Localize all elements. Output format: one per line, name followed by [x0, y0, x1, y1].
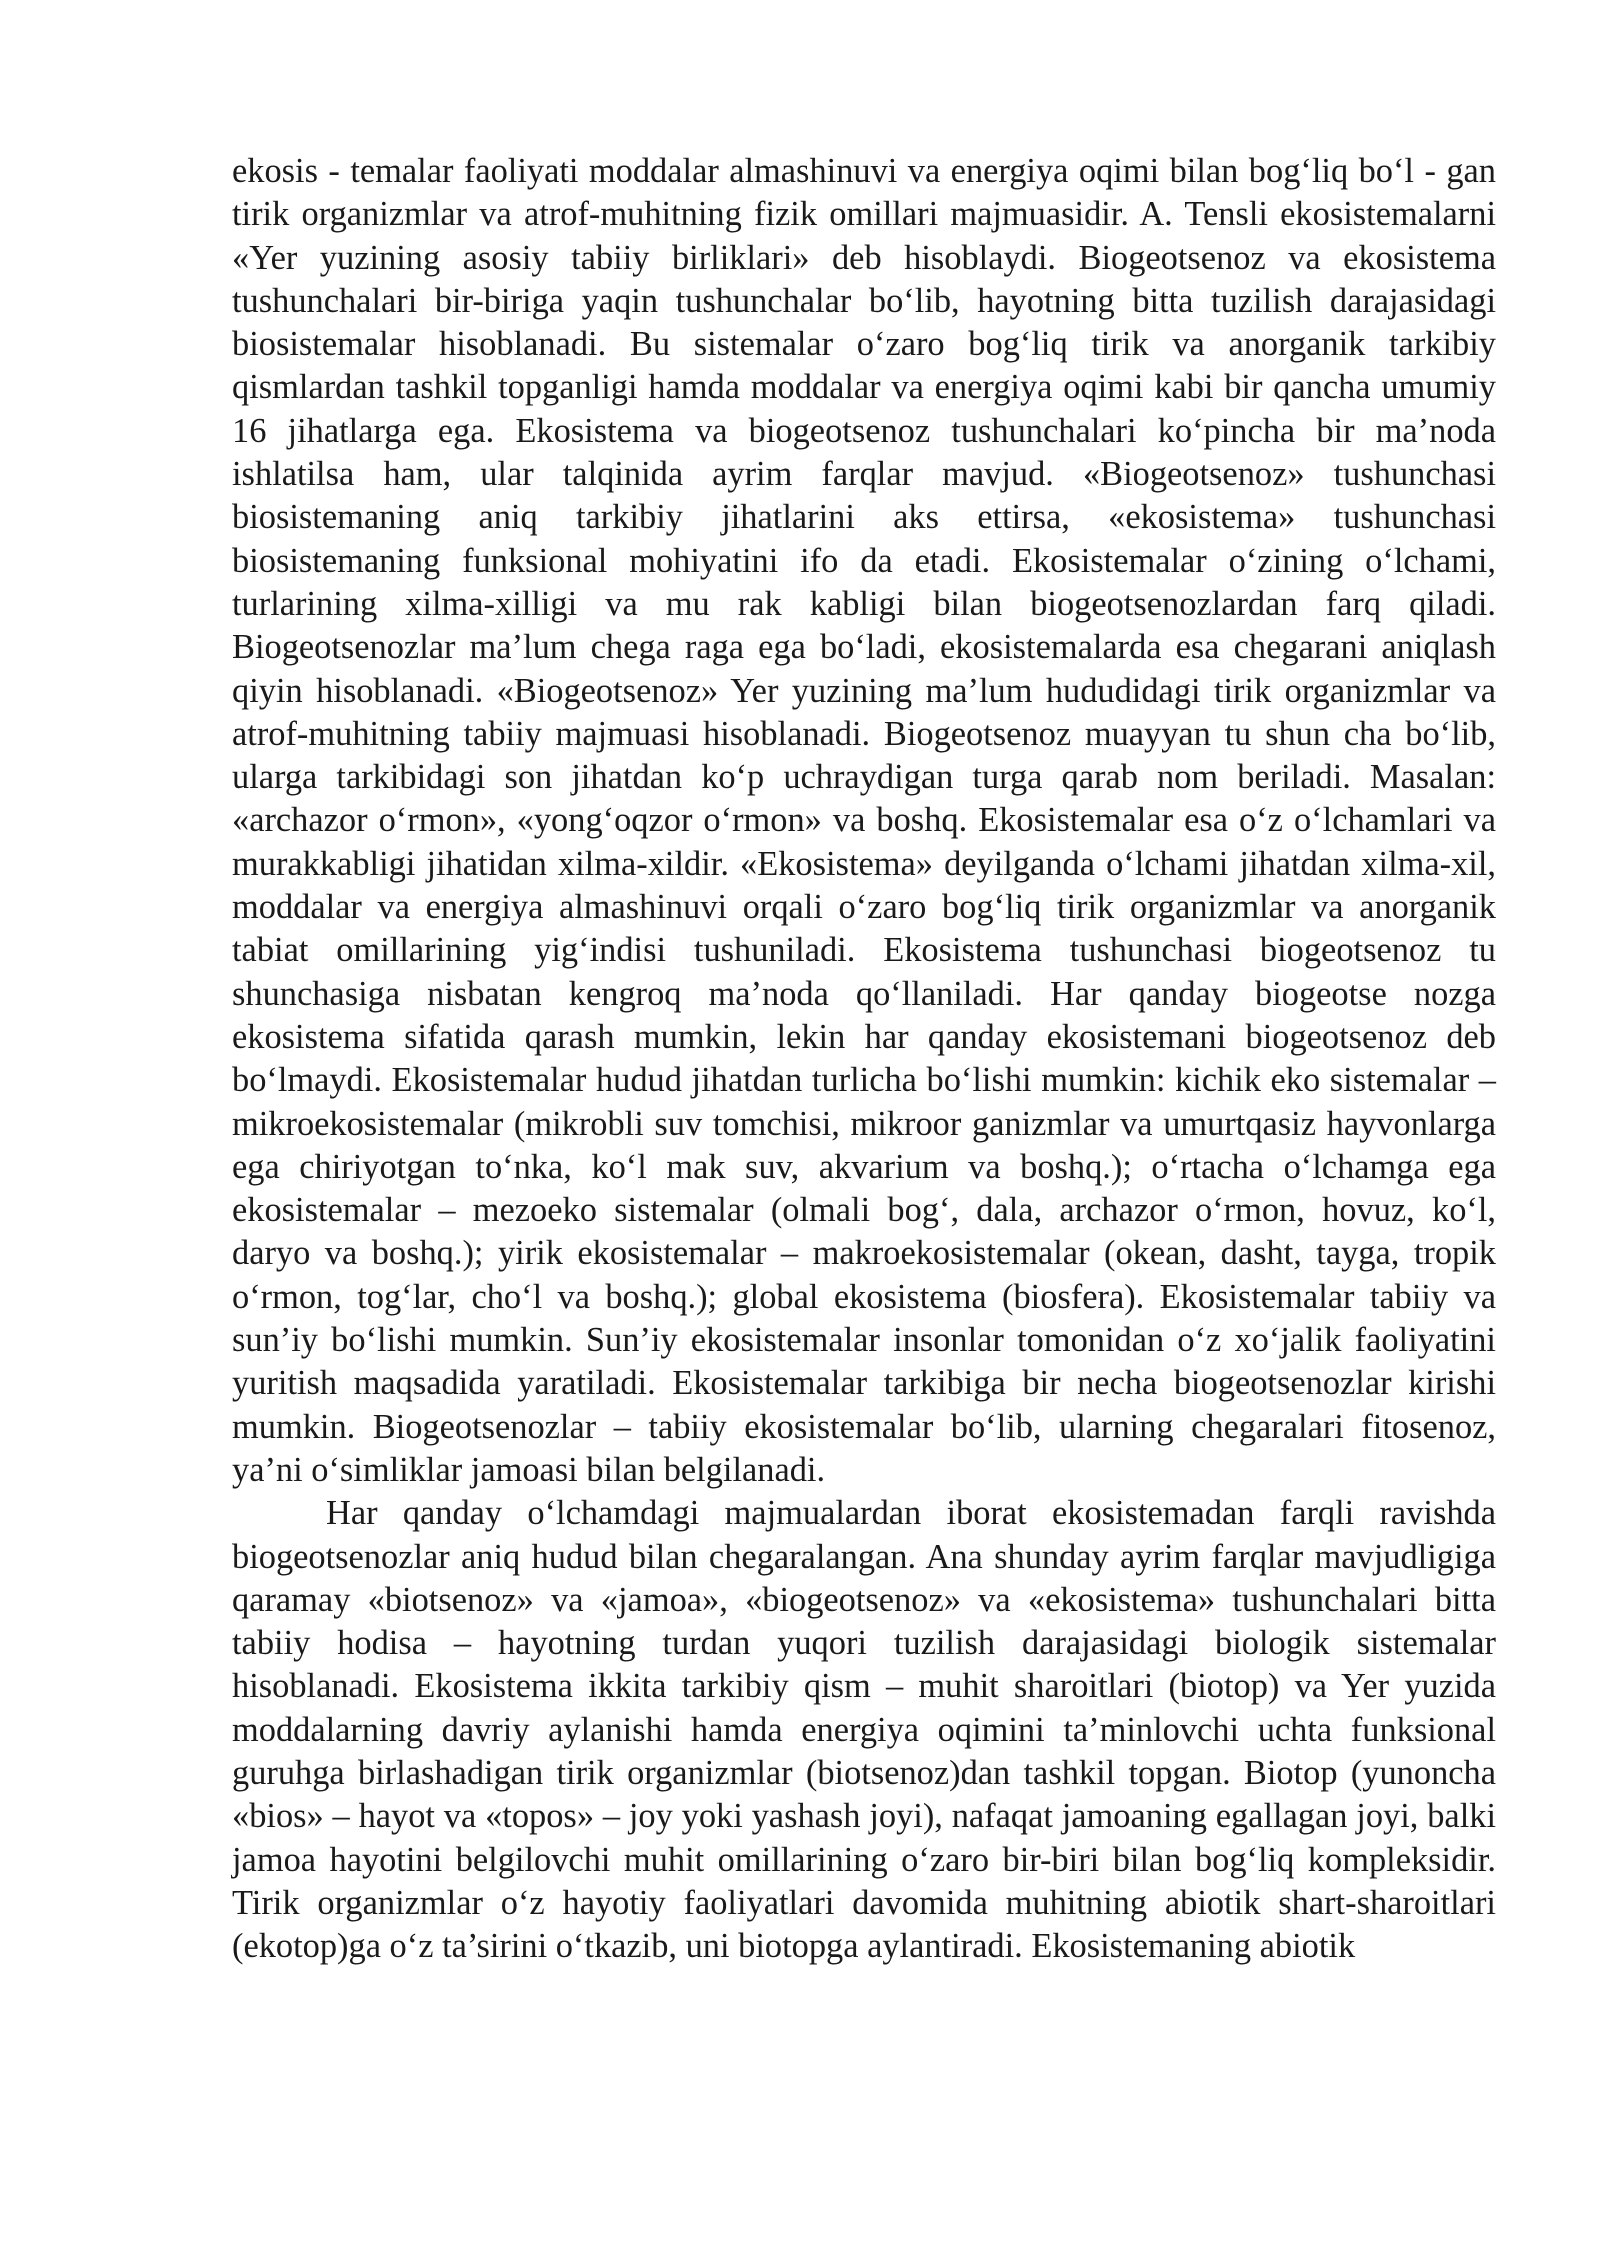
paragraph-2: Har qanday o‘lchamdagi majmualardan iborat ekosistemadan farqli ravishda biogeotsenozlar aniq hudud bilan chegaralangan. Ana shunday ayrim farqlar mavjudligiga qaramay «biotsenoz» va «jamoa», «biogeotsenoz» va «ekosistema» tushunchalari bitta tabiiy hodisa – hayotning turdan yuqori tuzilish darajasidagi biologik sistemalar hisoblanadi. Ekosistema ikkita tarkibiy qism – muhit sharoitlari (biotop) va Yer yuzida moddalarning davriy aylanishi hamda energiya oqimini ta’minlovchi uchta funksional guruhga birlashadigan tirik organizmlar (biotsenoz)dan tashkil topgan. Biotop (yunoncha «bios» – hayot va «topos» – joy yoki yashash joyi), nafaqat jamoaning egallagan joyi, balki jamoa hayotini belgilovchi muhit omillarining o‘zaro bir-biri bilan bog‘liq kompleksidir. Tirik organizmlar o‘z hayotiy faoliyatlari davomida muhitning abiotik shart-sharoitlari (ekotop)ga o‘z ta’sirini o‘tkazib, uni biotopga aylantiradi. Ekosistemaning abiotik	[232, 1494, 1496, 1966]
body-text	[232, 150, 1496, 1968]
paragraph-1: ekosis - temalar faoliyati moddalar almashinuvi va energiya oqimi bilan bog‘liq bo‘l - gan tirik organizmlar va atrof-muhitning fizik omillari majmuasidir. A. Tensli ekosistemalarni «Yer yuzining asosiy tabiiy birliklari» deb hisoblaydi. Biogeotsenoz va ekosistema tushunchalari bir-biriga yaqin tushunchalar bo‘lib, hayotning bitta tuzilish darajasidagi biosistemalar hisoblanadi. Bu sistemalar o‘zaro bog‘liq tirik va anorganik tarkibiy qismlardan tashkil topganligi hamda moddalar va energiya oqimi kabi bir qancha umumiy 16 jihatlarga ega. Ekosistema va biogeotsenoz tushunchalari ko‘pincha bir ma’noda ishlatilsa ham, ular talqinida ayrim farqlar mavjud. «Biogeotsenoz» tushunchasi biosistemaning aniq tarkibiy jihatlarini aks ettirsa, «ekosistema» tushunchasi biosistemaning funksional mohiyatini ifo da etadi. Ekosistemalar o‘zining o‘lchami, turlarining xilma-xilligi va mu rak kabligi bilan biogeotsenozlardan farq qiladi. Biogeotsenozlar ma’lum chega raga ega bo‘ladi, ekosistemalarda esa chegarani aniqlash qiyin hisoblanadi. «Biogeotsenoz» Yer yuzining ma’lum hududidagi tirik organizmlar va atrof-muhitning tabiiy majmuasi hisoblanadi. Biogeotsenoz muayyan tu shun cha bo‘lib, ularga tarkibidagi son jihatdan ko‘p uchraydigan turga qarab nom beriladi. Masalan: «archazor o‘rmon», «yong‘oqzor o‘rmon» va boshq. Ekosistemalar esa o‘z o‘lchamlari va murakkabligi jihatidan xilma-xildir. «Ekosistema» deyilganda o‘lchami jihatdan xilma-xil, moddalar va energiya almashinuvi orqali o‘zaro bog‘liq tirik organizmlar va anorganik tabiat omillarining yig‘indisi tushuniladi. Ekosistema tushunchasi biogeotsenoz tu shunchasiga nisbatan kengroq ma’noda qo‘llaniladi. Har qanday biogeotse nozga ekosistema sifatida qarash mumkin, lekin har qanday ekosistemani biogeotsenoz deb bo‘lmaydi. Ekosistemalar hudud jihatdan turlicha bo‘lishi mumkin: kichik eko sistemalar – mikroekosistemalar (mikrobli suv tomchisi, mikroor ganizmlar va umurtqasiz hayvonlarga ega chiriyotgan to‘nka, ko‘l mak suv, akvarium va boshq.); o‘rtacha o‘lchamga ega ekosistemalar – mezoeko sistemalar (olmali bog‘, dala, archazor o‘rmon, hovuz, ko‘l, daryo va boshq.); yirik ekosistemalar – makroekosistemalar (okean, dasht, tayga, tropik o‘rmon, tog‘lar, cho‘l va boshq.); global ekosistema (biosfera). Ekosistemalar tabiiy va sun’iy bo‘lishi mumkin. Sun’iy ekosistemalar insonlar tomonidan o‘z xo‘jalik faoliyatini yuritish maqsadida yaratiladi. Ekosistemalar tarkibiga bir necha biogeotsenozlar kirishi mumkin. Biogeotsenozlar – tabiiy ekosistemalar bo‘lib, ularning chegaralari fitosenoz, ya’ni o‘simliklar jamoasi bilan belgilanadi.	[232, 152, 1496, 1489]
